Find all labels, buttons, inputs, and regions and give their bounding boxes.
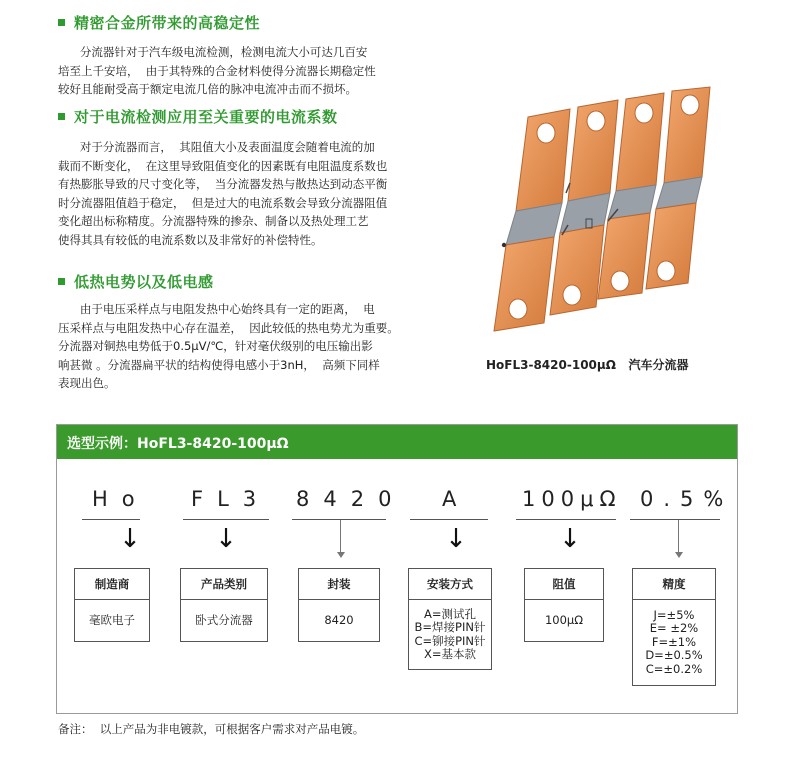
code-segment-resistance: 100μΩ xyxy=(522,487,622,511)
section-heading-current-coefficient xyxy=(58,105,338,127)
section-paragraph-stability xyxy=(58,43,398,99)
spec-option: D=±0.5% xyxy=(645,648,703,663)
section-heading-stability xyxy=(58,11,260,33)
section-title: 对于电流检测应用至关重要的电流系数 xyxy=(74,107,338,126)
product-image-shunts xyxy=(458,85,714,345)
section-title: 低热电势以及低电感 xyxy=(74,272,214,291)
spec-value: 100μΩ xyxy=(544,612,584,627)
spec-box-body xyxy=(633,600,715,685)
spec-box-package xyxy=(298,568,380,642)
paragraph-line: 变化超出标称精度。分流器特殊的掺杂、制备以及热处理工艺 xyxy=(58,214,369,228)
paragraph-line: 对于分流器而言， 其阻值大小及表面温度会随着电流的加 xyxy=(58,140,375,154)
spec-option: J=±5% xyxy=(653,607,695,622)
bullet-square-icon xyxy=(58,278,65,285)
spec-box-mounting xyxy=(408,568,492,670)
arrow-shaft xyxy=(678,520,679,554)
product-caption: HoFL3-8420-100μΩ 汽车分流器 xyxy=(486,358,689,372)
paragraph-line: 有热膨胀导致的尺寸变化等， 当分流器发热与散热达到动态平衡 xyxy=(58,177,388,191)
spec-box-header: 精度 xyxy=(633,569,715,600)
bullet-square-icon xyxy=(58,113,65,120)
section-heading-thermal-emf xyxy=(58,270,214,292)
down-arrow-icon: ↓ xyxy=(559,524,581,554)
selection-header-bar xyxy=(57,425,737,459)
spec-option: F=±1% xyxy=(651,634,697,649)
spec-value: 卧式分流器 xyxy=(195,612,253,627)
selection-title: 选型示例：HoFL3-8420-100μΩ xyxy=(67,436,289,452)
spec-box-body xyxy=(409,600,491,669)
spec-option: C=±0.2% xyxy=(645,661,703,676)
spec-box-header: 阻值 xyxy=(525,569,603,600)
paragraph-line: 较好且能耐受高于额定电流几倍的脉冲电流冲击而不损坏。 xyxy=(58,82,357,96)
paragraph-line: 响甚微 。分流器扁平状的结构使得电感小于3nH， 高频下同样 xyxy=(58,357,380,372)
code-segment-tolerance: 0.5% xyxy=(640,487,734,511)
spec-option: A=测试孔 xyxy=(423,606,476,621)
down-arrow-icon xyxy=(337,552,345,558)
down-arrow-icon: ↓ xyxy=(215,524,237,554)
section-paragraph-current-coefficient xyxy=(58,138,398,249)
spec-option: X=基本款 xyxy=(423,647,476,661)
spec-box-category xyxy=(180,568,268,642)
spec-option: B=焊接PIN针 xyxy=(414,620,486,634)
down-arrow-icon xyxy=(675,552,683,558)
section-title: 精密合金所带来的高稳定性 xyxy=(74,13,261,32)
code-underline xyxy=(630,519,720,520)
spec-box-body xyxy=(75,600,149,641)
spec-box-header: 制造商 xyxy=(75,569,149,600)
code-underline xyxy=(516,519,616,520)
paragraph-line: 时分流器阻值趋于稳定， 但是过大的电流系数会导致分流器阻值 xyxy=(58,195,388,210)
code-underline xyxy=(82,519,140,520)
spec-box-tolerance xyxy=(632,568,716,686)
code-segment-mounting: A xyxy=(442,487,471,511)
paragraph-line: 表现出色。 xyxy=(58,376,116,390)
section-paragraph-thermal-emf xyxy=(58,300,398,393)
spec-option: E= ±2% xyxy=(649,621,699,636)
code-segment-category: FL3 xyxy=(191,487,271,511)
spec-box-resistance xyxy=(524,568,604,642)
paragraph-line: 载而不断变化， 在这里导致阻值变化的因素既有电阻温度系数也 xyxy=(58,158,388,173)
code-segment-manufacturer: Ho xyxy=(92,487,149,511)
spec-box-body xyxy=(525,600,603,641)
paragraph-line: 培至上千安培， 由于其特殊的合金材料使得分流器长期稳定性 xyxy=(58,63,376,78)
paragraph-line: 压采样点与电阻发热中心存在温差， 因此较低的热电势尤为重要。 xyxy=(58,320,399,335)
spec-box-header: 产品类别 xyxy=(181,569,267,600)
spec-box-manufacturer xyxy=(74,568,150,642)
paragraph-line: 分流器针对于汽车级电流检测，检测电流大小可达几百安 xyxy=(58,45,368,59)
spec-box-body xyxy=(181,600,267,641)
spec-box-header: 封装 xyxy=(299,569,379,600)
code-underline xyxy=(410,519,488,520)
spec-option: C=铆接PIN针 xyxy=(414,633,486,648)
paragraph-line: 使得其具有较低的电流系数以及非常好的补偿特性。 xyxy=(58,232,323,247)
spec-value: 8420 xyxy=(324,612,354,627)
down-arrow-icon: ↓ xyxy=(445,524,467,554)
code-underline xyxy=(292,519,386,520)
paragraph-line: 由于电压采样点与电阻发热中心始终具有一定的距离， 电 xyxy=(58,302,375,316)
footnote: 备注： 以上产品为非电镀款，可根据客户需求对产品电镀。 xyxy=(58,722,365,736)
spec-value: 毫欧电子 xyxy=(89,612,135,627)
arrow-shaft xyxy=(340,520,341,554)
code-segment-package: 8420 xyxy=(296,487,406,511)
spec-box-header: 安装方式 xyxy=(409,569,491,600)
spec-box-body xyxy=(299,600,379,641)
bullet-square-icon xyxy=(58,19,65,26)
down-arrow-icon: ↓ xyxy=(119,524,141,554)
code-underline xyxy=(183,519,269,520)
paragraph-line: 分流器对铜热电势低于0.5μV/℃，针对毫伏级别的电压输出影 xyxy=(58,339,373,353)
